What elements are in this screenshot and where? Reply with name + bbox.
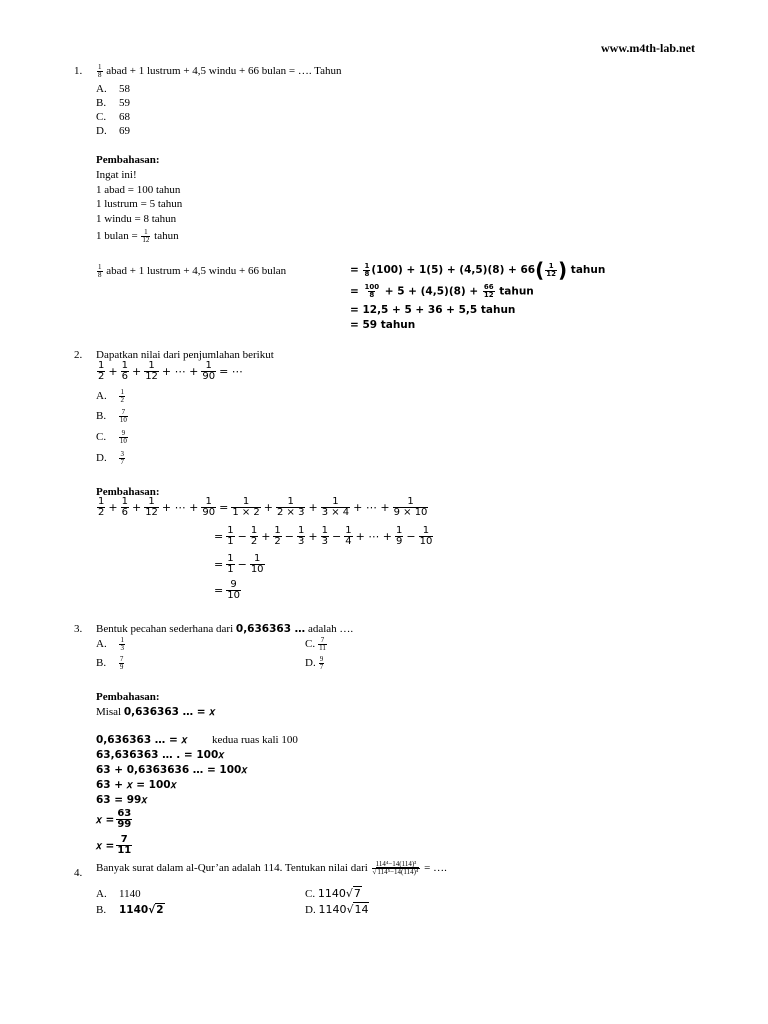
q1-step-4: = 59 tahun xyxy=(350,319,416,331)
q1-fact: 1 lustrum = 5 tahun xyxy=(96,198,183,210)
q2-question: Dapatkan nilai dari penjumlahan berikut xyxy=(96,349,274,361)
q1-step-3: = 12,5 + 5 + 36 + 5,5 tahun xyxy=(350,304,516,316)
q2-work-line-4: = $\frac{9}{10}$ xyxy=(214,579,240,601)
q2-series: $\frac{1}{2}$ + $\frac{1}{6}$ + $\frac{1}{12}$ + ⋯ + $\frac{1}{90}$ = ⋯ xyxy=(98,360,243,382)
q3-option-a[interactable]: A. $\frac{1}{3}$ xyxy=(96,636,124,652)
q2-work-line-2: = $\frac{1}{1}$ − $\frac{1}{2}$ + $\frac{1}{2}$ − $\frac{1}{3}$ + $\frac{1}{3}$ − $\frac{1}{4}$ + ⋯ + $\frac{1}{9}$ − $\frac{1}{10}$ xyxy=(214,525,433,547)
q1-step-1: = $\frac{1}{8}$ (100) + 1(5) + (4,5)(8) + 66( $\frac{1}{12}$ ) tahun xyxy=(350,258,606,282)
q3-misal: Misal 0,636363 … = 𝑥 xyxy=(96,706,216,718)
q1-fact-bulan: 1 bulan = $\frac{1}{12}$ tahun xyxy=(96,228,179,244)
q3-option-b[interactable]: B. $\frac{7}{9}$ xyxy=(96,655,124,671)
q3-x-result-1: 𝑥 = $\frac{63}{99}$ xyxy=(96,808,132,830)
q2-option-b[interactable]: B. $\frac{7}{10}$ xyxy=(96,408,127,424)
q4-expression-fraction: $\frac{\text{114⁴−14(114)³}}{\text{√114⁵−14(114)⁴}}$ xyxy=(372,860,419,876)
q2-number: 2. xyxy=(74,349,83,361)
q2-discussion-label: Pembahasan: xyxy=(96,486,160,498)
q2-option-a[interactable]: A. $\frac{1}{2}$ xyxy=(96,388,124,404)
q1-option-d[interactable]: D. 69 xyxy=(96,125,130,137)
q3-x-result-2: 𝑥 = $\frac{7}{11}$ xyxy=(96,834,132,856)
q3-work-line: 63 + 0,6363636 … = 100𝑥 xyxy=(96,764,248,776)
q3-discussion-label: Pembahasan: xyxy=(96,691,160,703)
q2-work-line-3: = $\frac{1}{1}$ − $\frac{1}{10}$ xyxy=(214,553,264,575)
q1-option-a[interactable]: A. 58 xyxy=(96,83,130,95)
q3-option-c[interactable]: C. $\frac{7}{11}$ xyxy=(305,636,326,652)
q4-option-a[interactable]: A. 1140 xyxy=(96,888,141,900)
q3-question: Bentuk pecahan sederhana dari 0,636363 … adalah …. xyxy=(96,623,354,635)
q2-option-d[interactable]: D. $\frac{3}{7}$ xyxy=(96,450,124,466)
q1-step-2: = $\frac{100}{8}$ + 5 + (4,5)(8) + $\frac{66}{12}$ tahun xyxy=(350,283,534,299)
q1-fact: 1 windu = 8 tahun xyxy=(96,213,177,225)
q1-fraction: $\frac{1}{8}$ xyxy=(98,63,102,79)
q3-work-line: 0,636363 … = 𝑥 xyxy=(96,734,188,746)
q4-number: 4. xyxy=(74,867,83,879)
q1-option-b[interactable]: B. 59 xyxy=(96,97,130,109)
q4-option-d[interactable]: D. 1140√14 xyxy=(305,903,369,916)
q1-remember: Ingat ini! xyxy=(96,169,137,181)
site-url: www.m4th-lab.net xyxy=(600,41,695,55)
q1-option-c[interactable]: C. 68 xyxy=(96,111,130,123)
q3-work-line: 63 + 𝑥 = 100𝑥 xyxy=(96,779,177,791)
q2-option-c[interactable]: C. $\frac{9}{10}$ xyxy=(96,429,127,445)
q2-work-line-1: $\frac{1}{2}$ + $\frac{1}{6}$ + $\frac{1}{12}$ + ⋯ + $\frac{1}{90}$ = $\frac{1}{1 \times 2}$ + $\frac{1}{2 \times 3}$ + $\frac{1}{3 \times 4}$ + ⋯ + $\frac{1}{9 \times 10}$ xyxy=(98,496,428,518)
q3-work-line: 63,636363 … . = 100𝑥 xyxy=(96,749,225,761)
q1-question-text: abad + 1 lustrum + 4,5 windu + 66 bulan = …. Tahun xyxy=(106,65,342,78)
q1-number: 1. xyxy=(74,65,83,77)
q3-number: 3. xyxy=(74,623,83,635)
q4-question: Banyak surat dalam al-Qur’an adalah 114. Tentukan nilai dari $\frac{\text{114⁴−14(114)³}}{\text{√114⁵−14(114)⁴}}$ = …. xyxy=(96,860,447,876)
q1-question xyxy=(96,64,342,79)
q1-discussion-label: Pembahasan: xyxy=(96,154,160,166)
q3-work-line: 63 = 99𝑥 xyxy=(96,794,148,806)
q3-note: kedua ruas kali 100 xyxy=(212,734,298,746)
q1-lhs: $\frac{1}{8}$ abad + 1 lustrum + 4,5 windu + 66 bulan xyxy=(98,263,287,279)
q4-option-b[interactable]: B. 1140√2 xyxy=(96,904,164,916)
q4-option-c[interactable]: C. 1140√7 xyxy=(305,887,361,900)
q3-option-d[interactable]: D. $\frac{9}{7}$ xyxy=(305,655,324,671)
q1-fact: 1 abad = 100 tahun xyxy=(96,184,181,196)
